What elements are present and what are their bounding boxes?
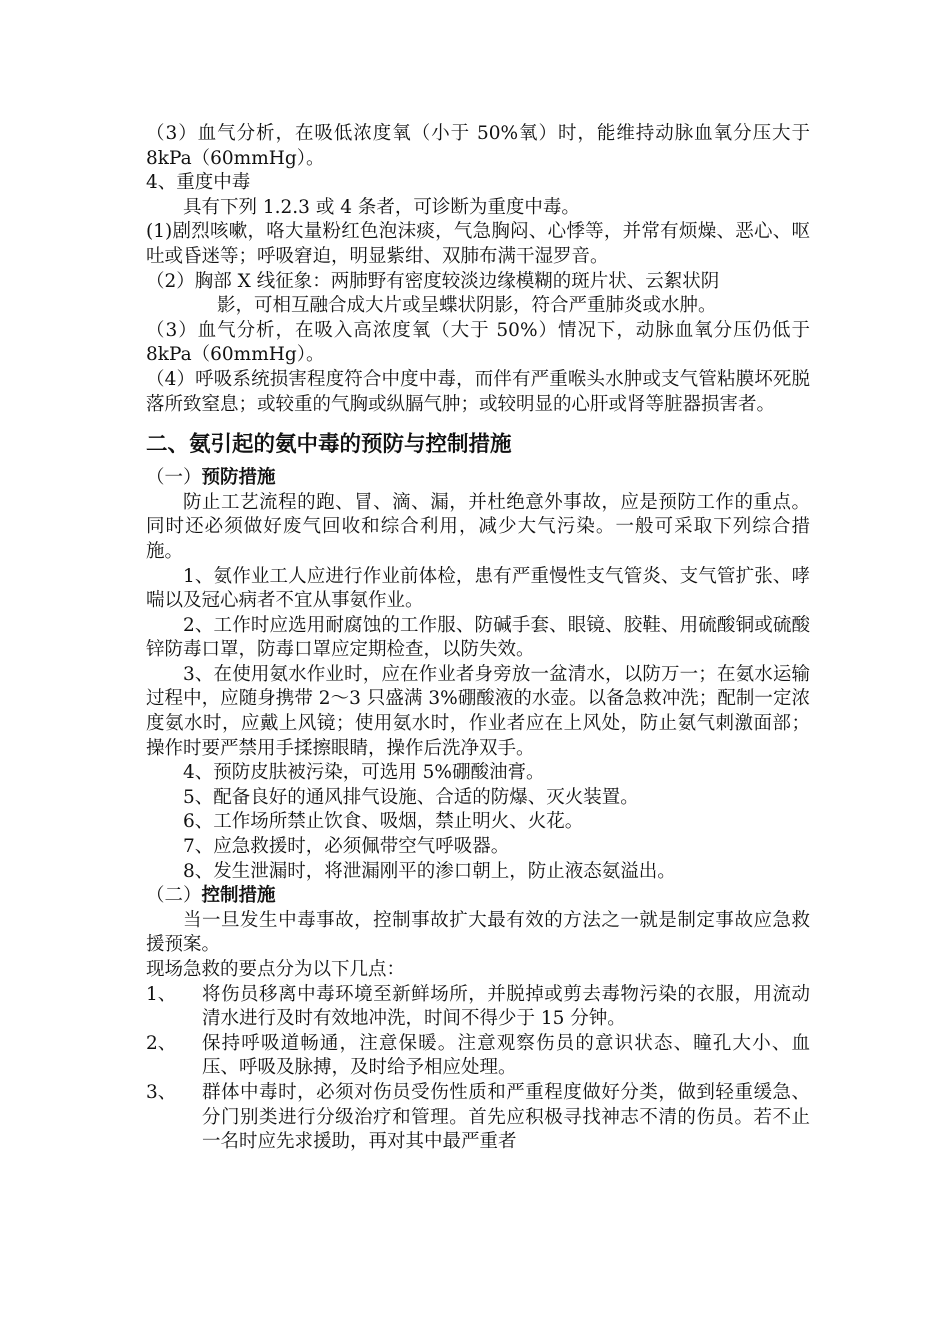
list-number: 3、 — [146, 1081, 177, 1103]
prevention-item-3: 3、在使用氨水作业时，应在作业者身旁放一盆清水，以防万一；在氨水运输过程中，应随身携带 2～3 只盛满 3%硼酸液的水壶。以备急救冲洗；配制一定浓度氨水时，应戴上风镜；使用氨水时，作业者应在上风处，防止氨气刺激面部；操作时要严禁用手揉擦眼睛，操作后洗净双手。 — [146, 663, 810, 759]
list-number: 2、 — [146, 1032, 177, 1054]
control-label: 控制措施 — [201, 885, 276, 907]
severe-heading: 4、重度中毒 — [146, 172, 251, 194]
prevention-item-8: 8、发生泄漏时，将泄漏刚平的渗口朝上，防止液态氨溢出。 — [183, 860, 676, 882]
list-text: 将伤员移离中毒环境至新鲜场所，并脱掉或剪去毒物污染的衣服，用流动清水进行及时有效地冲洗，时间不得少于 15 分钟。 — [202, 983, 810, 1030]
control-lead: 现场急救的要点分为以下几点： — [146, 959, 406, 980]
control-prefix: （二） — [146, 885, 202, 907]
control-intro: 当一旦发生中毒事故，控制事故扩大最有效的方法之一就是制定事故应急救援预案。 — [146, 909, 810, 956]
severe-item-2-line-1: （2）胸部 X 线征象：两肺野有密度较淡边缘模糊的斑片状、云絮状阴 — [146, 270, 720, 292]
prevention-item-1: 1、氨作业工人应进行作业前体检，患有严重慢性支气管炎、支气管扩张、哮喘以及冠心病者不宜从事氨作业。 — [146, 565, 810, 612]
control-subheading — [146, 884, 810, 909]
severe-intro: 具有下列 1.2.3 或 4 条者，可诊断为重度中毒。 — [183, 196, 580, 218]
list-text: 群体中毒时，必须对伤员受伤性质和严重程度做好分类，做到轻重缓急、分门别类进行分级治疗和管理。首先应积极寻找神志不清的伤员。若不止一名时应先求援助，再对其中最严重者 — [202, 1081, 810, 1153]
prevention-subheading — [146, 466, 810, 491]
prevention-prefix: （一） — [146, 467, 202, 489]
prevention-item-4: 4、预防皮肤被污染，可选用 5%硼酸油膏。 — [183, 762, 545, 784]
prevention-item-6: 6、工作场所禁止饮食、吸烟，禁止明火、火花。 — [183, 811, 584, 833]
prevention-item-7: 7、应急救援时，必须佩带空气呼吸器。 — [183, 836, 510, 858]
list-text: 保持呼吸道畅通，注意保暖。注意观察伤员的意识状态、瞳孔大小、血压、呼吸及脉搏，及时给予相应处理。 — [202, 1032, 810, 1079]
moderate-item-3: （3）血气分析，在吸低浓度氧（小于 50%氧）时，能维持动脉血氧分压大于 8kPa（60mmHg）。 — [146, 123, 810, 169]
prevention-item-5: 5、配备良好的通风排气设施、合适的防爆、灭火装置。 — [183, 786, 639, 808]
control-list-item-3 — [146, 1081, 810, 1155]
list-number: 1、 — [146, 983, 177, 1005]
severe-item-4: （4）呼吸系统损害程度符合中度中毒，而伴有严重喉头水肿或支气管粘膜坏死脱落所致窒息；或较重的气胸或纵膈气肿；或较明显的心肝或肾等脏器损害者。 — [146, 368, 810, 415]
control-list-item-2 — [146, 1032, 810, 1081]
control-list-item-1 — [146, 983, 810, 1032]
prevention-intro: 防止工艺流程的跑、冒、滴、漏，并杜绝意外事故，应是预防工作的重点。同时还必须做好废气回收和综合利用，减少大气污染。一般可采取下列综合措施。 — [146, 491, 810, 562]
document-page — [146, 122, 810, 1155]
severe-item-3: （3）血气分析，在吸入高浓度氧（大于 50%）情况下，动脉血氧分压仍低于 8kPa（60mmHg）。 — [146, 319, 810, 366]
prevention-label: 预防措施 — [201, 467, 276, 489]
severe-item-1: (1)剧烈咳嗽，咯大量粉红色泡沫痰，气急胸闷、心悸等，并常有烦燥、恶心、呕吐或昏迷等；呼吸窘迫，明显紫绀、双肺布满干湿罗音。 — [146, 221, 810, 267]
severe-item-2-line-2: 影，可相互融合成大片或呈蝶状阴影，符合严重肺炎或水肿。 — [217, 295, 717, 317]
section-title: 二、氨引起的氨中毒的预防与控制措施 — [146, 432, 512, 458]
prevention-item-2: 2、工作时应选用耐腐蚀的工作服、防碱手套、眼镜、胶鞋、用硫酸铜或硫酸锌防毒口罩，防毒口罩应定期检查，以防失效。 — [146, 614, 810, 661]
